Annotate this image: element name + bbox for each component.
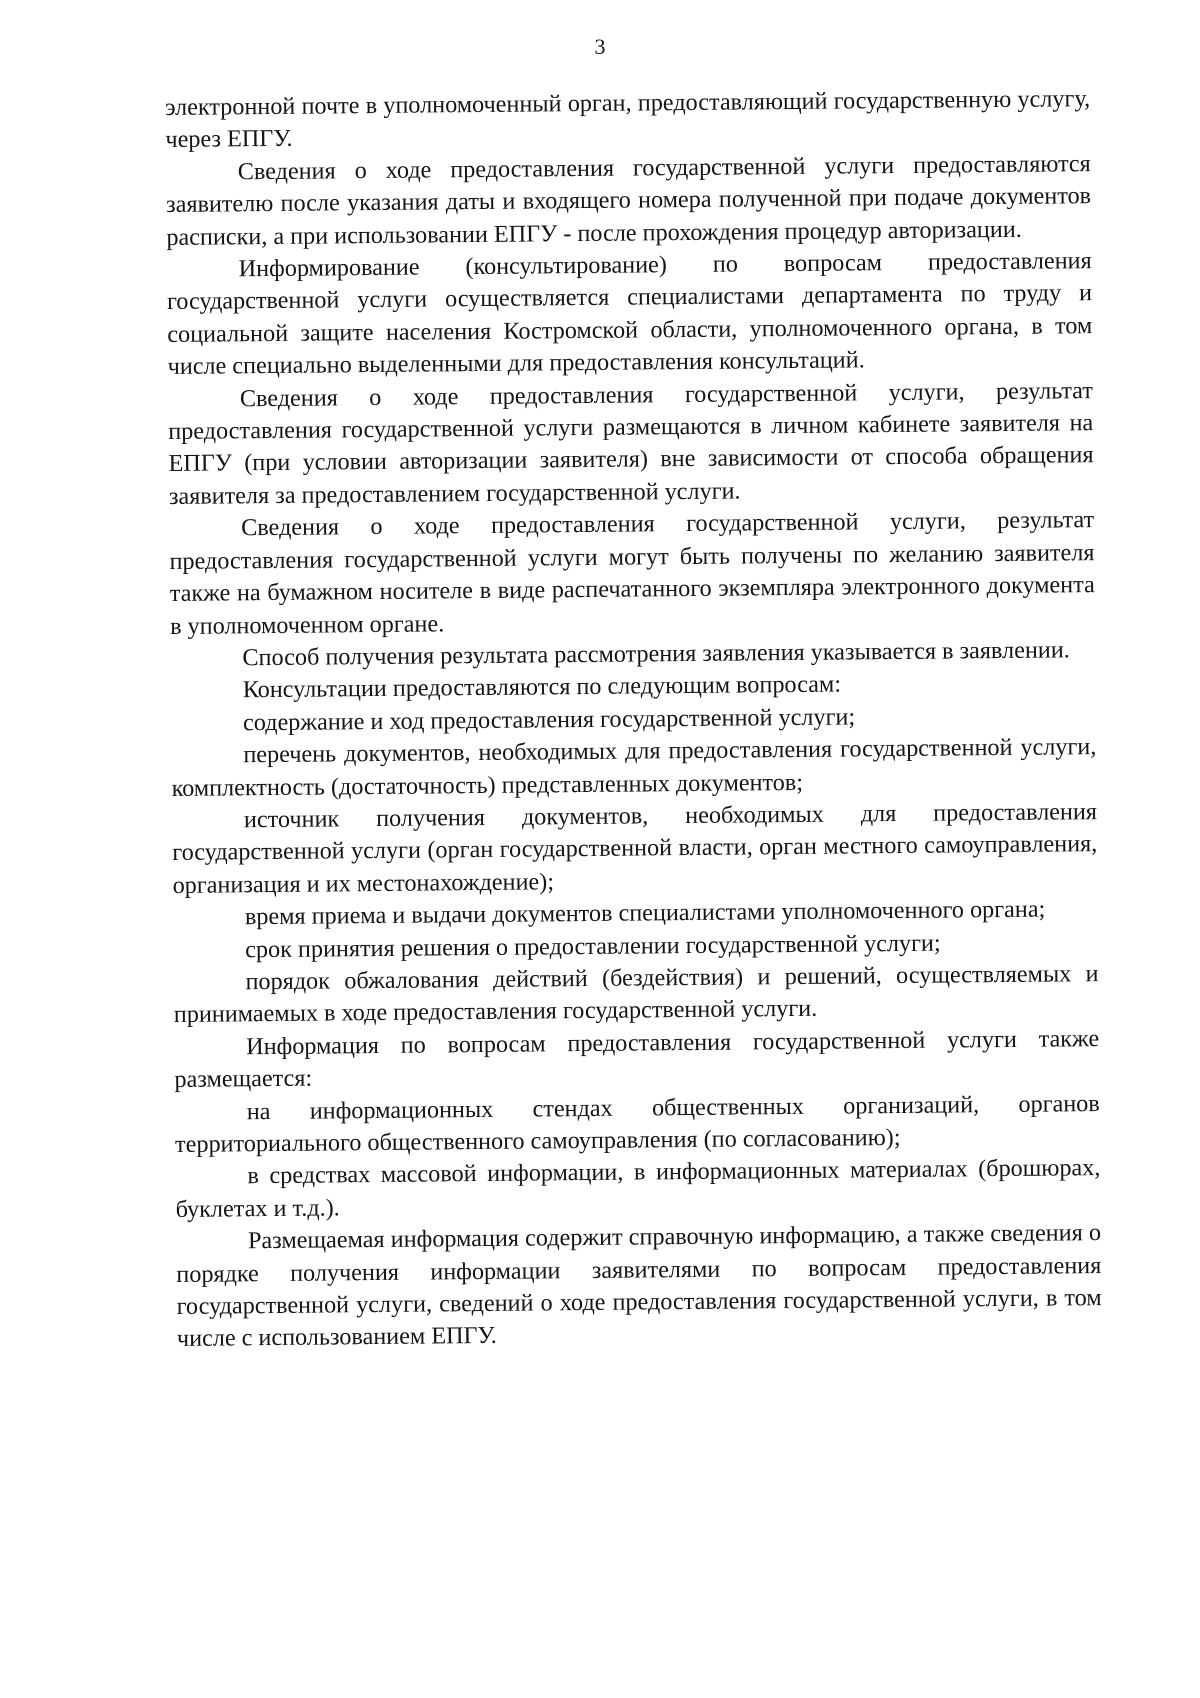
paragraph-personal-account: Сведения о ходе предоставления государственной услуги, результат предоставления государственной услуги размещаются в личном кабинете заявителя на ЕПГУ (при условии авторизации заявителя) вне зависимости от способа обращения заявителя за предоставлением государственной услуги. <box>168 376 1094 510</box>
paragraph-paper-copy: Сведения о ходе предоставления государственной услуги, результат предоставления государственной услуги могут быть получены по желанию заявителя также на бумажном носителе в виде распечатанного экземпляра электронного документа в уполномоченном органе. <box>169 506 1095 640</box>
paragraph-result-method: Способ получения результата рассмотрения заявления указывается в заявлении. <box>242 636 1070 672</box>
paragraph-continuation: электронной почте в уполномоченный орган, предоставляющий государственную услугу, через ЕПГУ. <box>165 85 1091 154</box>
list-item: перечень документов, необходимых для предоставления государственной услуги, комплектность (достаточность) представленных документов; <box>171 733 1097 802</box>
list-item: время приема и выдачи документов специалистами уполномоченного органа; <box>244 895 1046 931</box>
list-item: на информационных стендах общественных организаций, органов территориального общественного самоуправления (по согласованию); <box>174 1089 1100 1158</box>
list-item: срок принятия решения о предоставлении государственной услуги; <box>245 929 941 963</box>
page-number: 3 <box>594 34 606 59</box>
paragraph-reference-info: Размещаемая информация содержит справочную информацию, а также сведения о порядке получения информации заявителями по вопросам предоставления государственной услуги, сведений о ходе предоставления государственной услуги, в том числе с использованием ЕПГУ. <box>176 1219 1102 1353</box>
paragraph-status-info: Сведения о ходе предоставления государственной услуги предоставляются заявителю после указания даты и входящего номера полученной при подаче документов расписки, а при использовании ЕПГУ - после прохождения процедур авторизации. <box>165 149 1092 251</box>
document-body <box>165 83 1102 1356</box>
paragraph-consulting: Информирование (консультирование) по вопросам предоставления государственной услуги осуществляется специалистами департамента по труду и социальной защите населения Костромской области, уполномоченного органа, в том числе специально выделенными для предоставления консультаций. <box>166 247 1093 381</box>
list-item: содержание и ход предоставления государственной услуги; <box>242 703 856 736</box>
list-item: порядок обжалования действий (бездействия) и решений, осуществляемых и принимаемых в ходе предоставления государственной услуги. <box>173 960 1099 1029</box>
paragraph-info-placement: Информация по вопросам предоставления государственной услуги также размещается: <box>174 1024 1100 1094</box>
list-item: источник получения документов, необходимых для предоставления государственной услуги (орган государственной власти, орган местного самоуправления, организация и их местонахождение); <box>172 798 1098 899</box>
list-item: в средствах массовой информации, в информационных материалах (брошюрах, буклетах и т.д.). <box>175 1154 1101 1223</box>
paragraph-consultation-topics: Консультации предоставляются по следующим вопросам: <box>242 670 842 704</box>
